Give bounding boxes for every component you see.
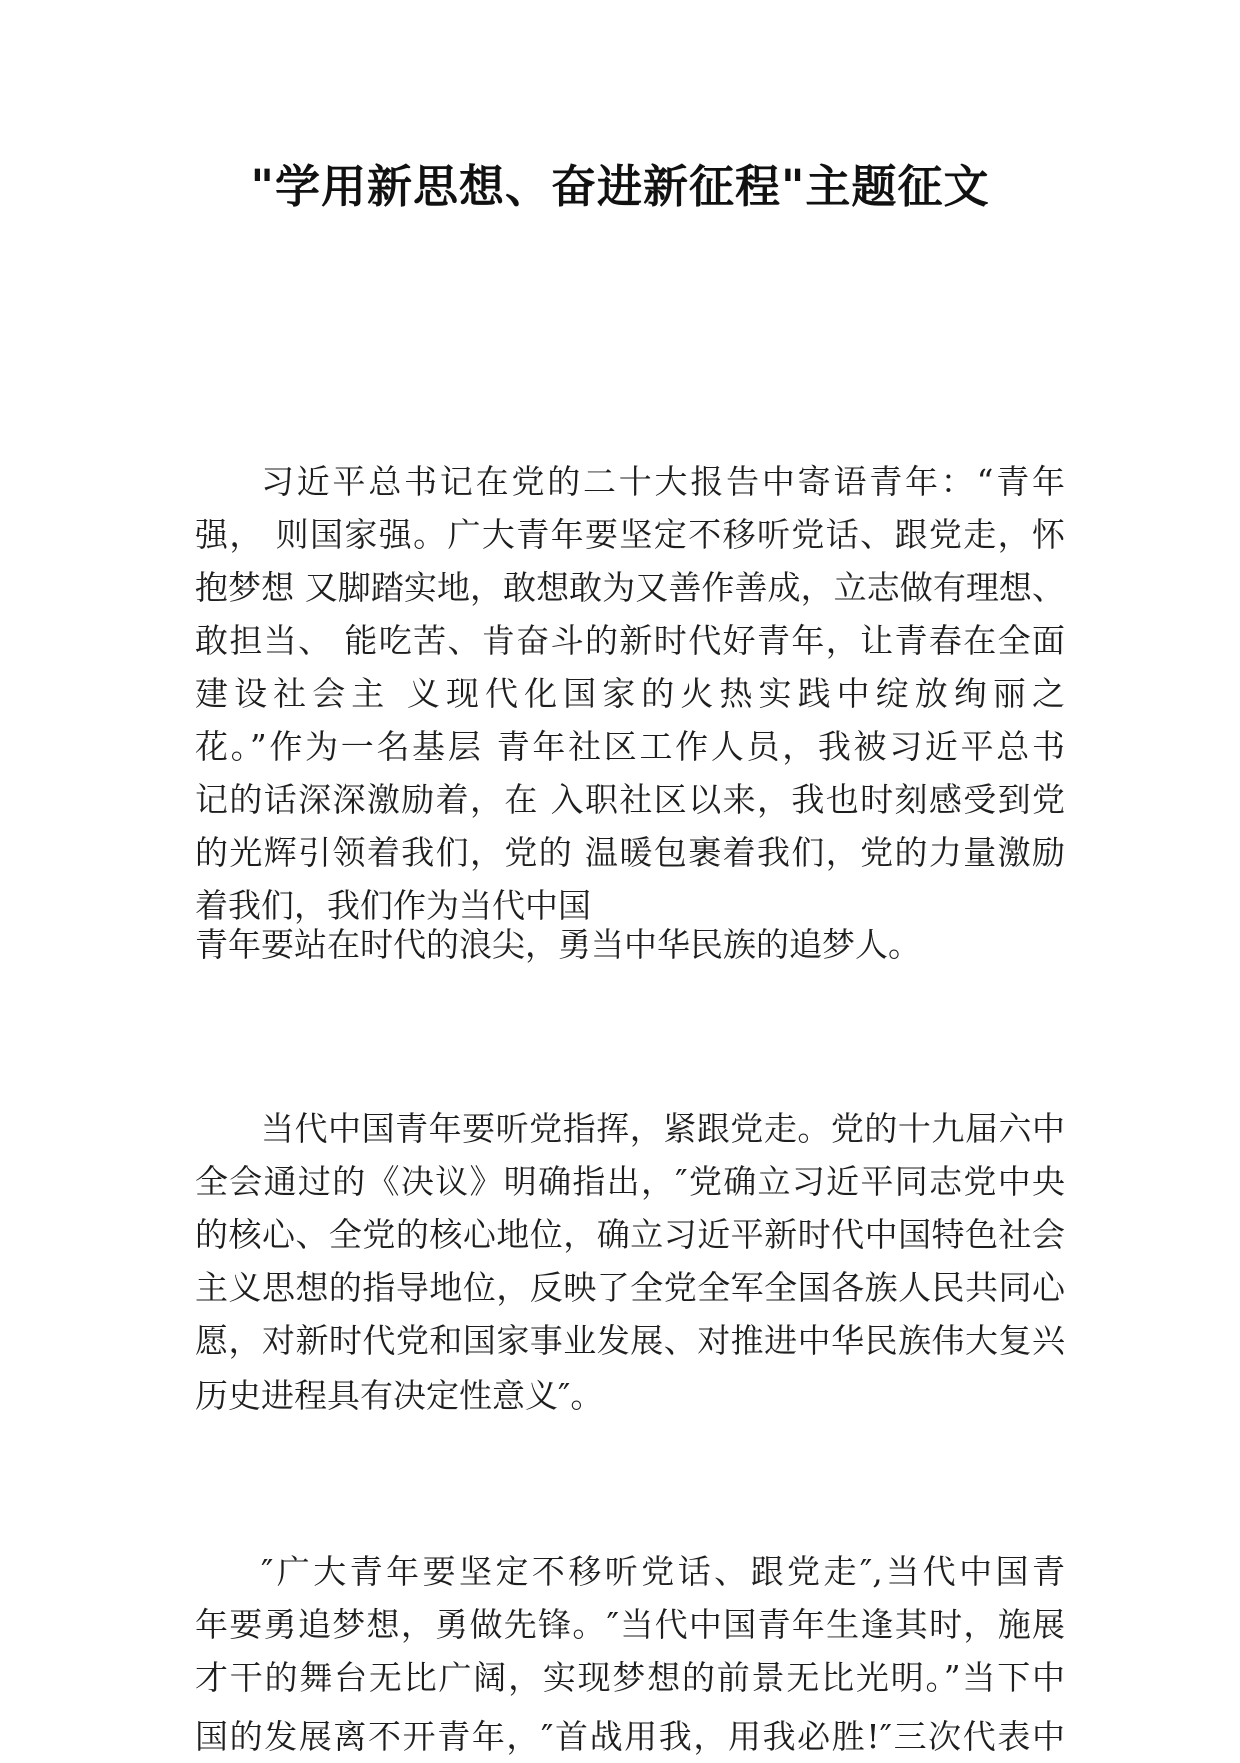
paragraph-line: 历史进程具有决定性意义″。 [195, 1376, 604, 1415]
paragraph-line: 花。”作为一名基层 青年社区工作人员，我被习近平总书 [195, 727, 1065, 766]
paragraph-line: 全会通过的《决议》明确指出，″党确立习近平同志党中央 [195, 1162, 1065, 1201]
paragraph-line: 才干的舞台无比广阔，实现梦想的前景无比光明。”当下中 [195, 1658, 1065, 1697]
document-title: "学用新思想、奋进新征程"主题征文 [250, 160, 990, 213]
paragraph-line: 敢担当、 能吃苦、肯奋斗的新时代好青年，让青春在全面 [195, 621, 1065, 660]
paragraph-line: 国的发展离不开青年，″首战用我，用我必胜!″三次代表中 [195, 1717, 1065, 1756]
paragraph-line: 抱梦想 又脚踏实地，敢想敢为又善作善成，立志做有理想、 [195, 568, 1065, 607]
paragraph-line: 的光辉引领着我们，党的 温暖包裹着我们，党的力量激励 [195, 833, 1065, 872]
paragraph-line: 主义思想的指导地位，反映了全党全军全国各族人民共同心 [195, 1268, 1065, 1307]
paragraph-1-continuation [195, 918, 1065, 971]
paragraph-line: 年要勇追梦想，勇做先锋。″当代中国青年生逢其时，施展 [195, 1605, 1065, 1644]
paragraph-line: 习近平总书记在党的二十大报告中寄语青年：“青年 [261, 462, 1065, 501]
paragraph-line: 的核心、全党的核心地位，确立习近平新时代中国特色社会 [195, 1215, 1065, 1254]
paragraph-3-continuation [195, 1710, 1065, 1763]
paragraph-line: 记的话深深激励着，在 入职社区以来，我也时刻感受到党 [195, 780, 1065, 819]
paragraph-line: ″广大青年要坚定不移听党话、跟党走″,当代中国青 [261, 1552, 1065, 1591]
paragraph-2-continuation [195, 1369, 1065, 1422]
paragraph-line: 愿，对新时代党和国家事业发展、对推进中华民族伟大复兴 [195, 1321, 1065, 1360]
paragraph-line: 建设社会主 义现代化国家的火热实践中绽放绚丽之 [195, 674, 1065, 713]
paragraph-line: 强， 则国家强。广大青年要坚定不移听党话、跟党走，怀 [195, 515, 1065, 554]
paragraph-line: 当代中国青年要听党指挥，紧跟党走。党的十九届六中 [261, 1109, 1065, 1148]
paragraph-line: 着我们，我们作为当代中国 [195, 886, 591, 925]
paragraph-1 [195, 455, 1065, 932]
paragraph-3 [195, 1545, 1065, 1704]
paragraph-2 [195, 1102, 1065, 1367]
paragraph-line: 青年要站在时代的浪尖，勇当中华民族的追梦人。 [195, 925, 921, 964]
